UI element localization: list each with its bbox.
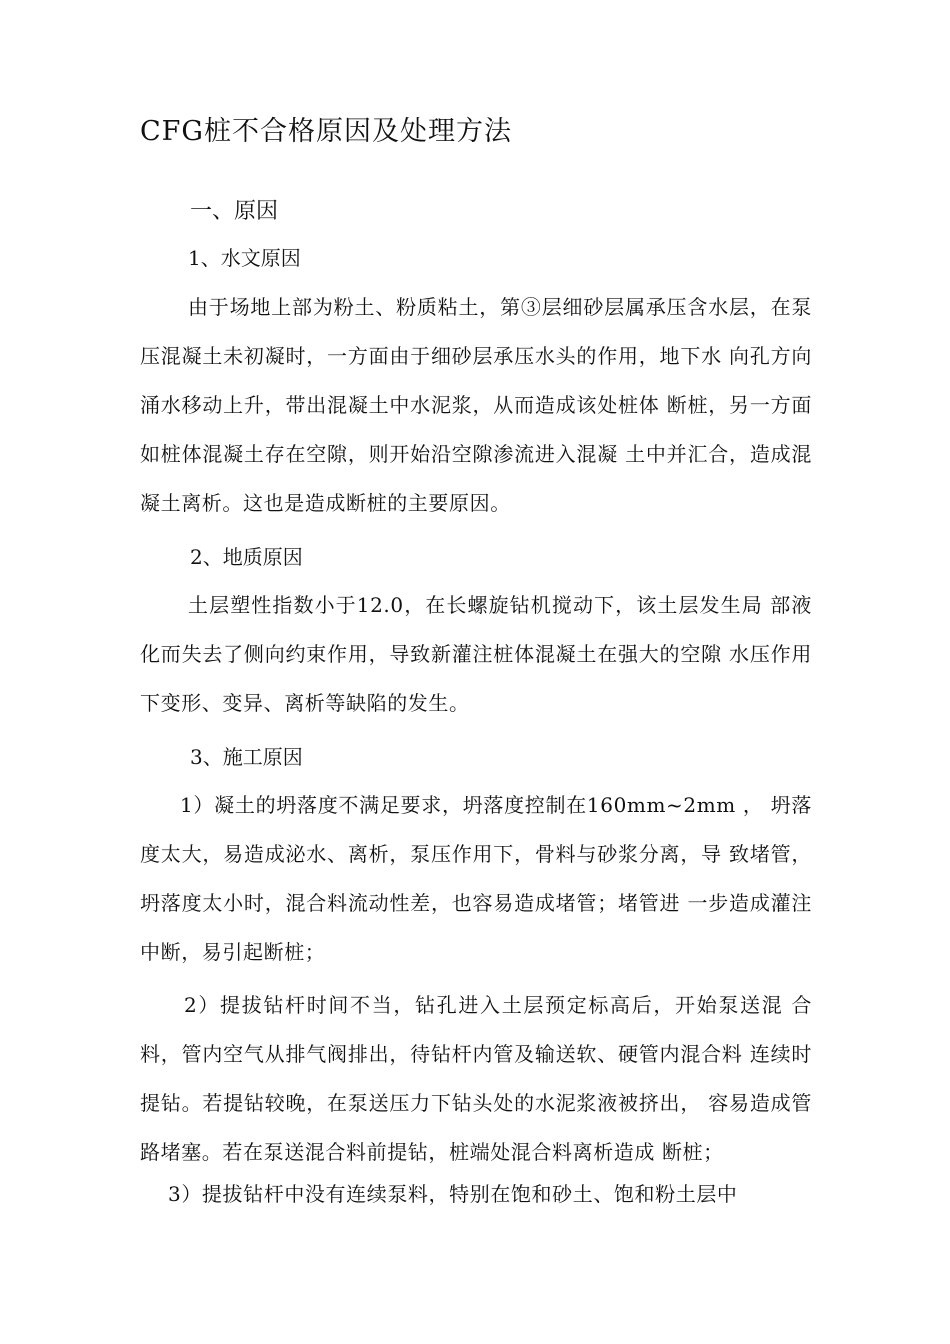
paragraph-slump: 1）凝土的坍落度不满足要求，坍落度控制在160mm~2mm ， 坍落度太大，易造成泌水、离析，泵压作用下，骨料与砂浆分离，导 致堵管，坍落度太小时，混合料流动性差，也容易造成堵管；堵管进 一步造成灌注中断，易引起断桩；	[140, 793, 812, 964]
paragraph-geological: 土层塑性指数小于12.0，在长螺旋钻机搅动下，该土层发生局 部液化而失去了侧向约束作用，导致新灌注桩体混凝土在强大的空隙 水压作用下变形、变异、离析等缺陷的发生。	[140, 593, 812, 715]
subheading-hydrological: 1、水文原因	[188, 246, 301, 270]
paragraph-drill-timing: 2）提拔钻杆时间不当，钻孔进入土层预定标高后，开始泵送混 合料，管内空气从排气阀排出，待钻杆内管及输送软、硬管内混合料 连续时提钻。若提钻较晚，在泵送压力下钻头处的水泥浆液被挤出， 容易造成管路堵塞。若在泵送混合料前提钻，桩端处混合料离析造成 断桩；	[140, 993, 812, 1164]
paragraph-hydrological: 由于场地上部为粉土、粉质粘土，第③层细砂层属承压含水层，在泵压混凝土未初凝时，一方面由于细砂层承压水头的作用，地下水 向孔方向涌水移动上升，带出混凝土中水泥浆，从而造成该处桩体 断桩，另一方面如桩体混凝土存在空隙，则开始沿空隙渗流进入混凝 土中并汇合，造成混凝土离析。这也是造成断桩的主要原因。	[140, 295, 812, 515]
document-title: CFG桩不合格原因及处理方法	[140, 116, 512, 147]
subheading-construction: 3、施工原因	[190, 745, 303, 769]
section-heading-causes: 一、原因	[190, 199, 279, 224]
subheading-geological: 2、地质原因	[190, 545, 303, 569]
paragraph-continuous-pumping: 3）提拔钻杆中没有连续泵料，特别在饱和砂土、饱和粉土层中	[168, 1182, 738, 1206]
